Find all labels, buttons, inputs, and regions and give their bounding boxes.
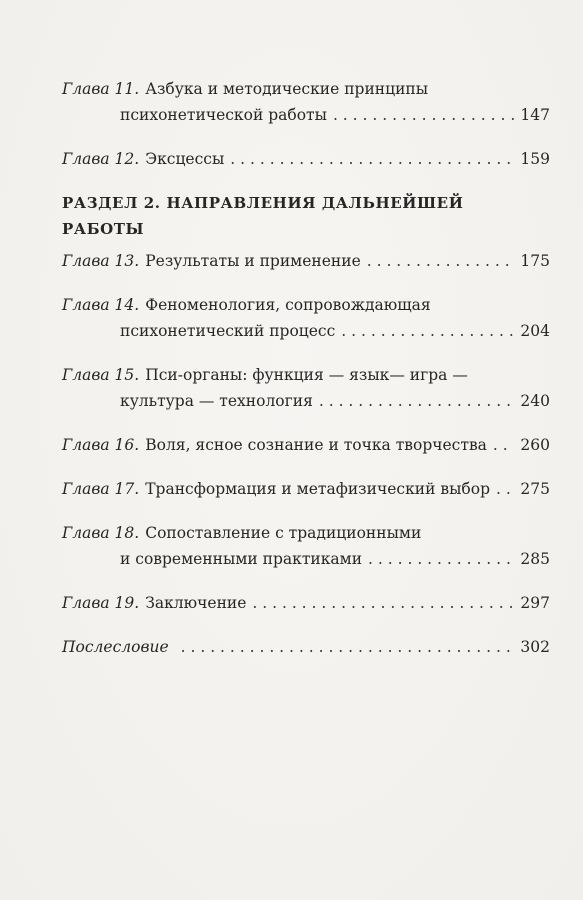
toc-entry-chapter-17 (62, 476, 550, 502)
chapter-title-continued: культура — технология (120, 392, 313, 410)
toc-entry-line (62, 388, 550, 414)
toc-entry-line (62, 76, 550, 102)
dot-leader (368, 546, 514, 572)
toc-entry-line (62, 520, 550, 546)
chapter-title: Азбука и методические принципы (145, 80, 429, 98)
chapter-title-continued: психонетический процесс (120, 322, 336, 340)
chapter-label: Глава 19. (62, 594, 140, 612)
page-number: 240 (520, 392, 550, 410)
table-of-contents (62, 76, 550, 678)
page-number: 260 (520, 436, 550, 454)
chapter-title-continued: психонетической работы (120, 106, 327, 124)
toc-entry-chapter-19 (62, 590, 550, 616)
toc-entry-afterword (62, 634, 550, 660)
toc-entry-chapter-11 (62, 76, 550, 128)
chapter-title: Пси-органы: функция — язык— игра — (145, 366, 468, 384)
dot-leader (341, 318, 514, 344)
chapter-label: Глава 15. (62, 366, 140, 384)
chapter-title: Воля, ясное сознание и точка творчества (145, 436, 487, 454)
page-number: 159 (520, 150, 550, 168)
toc-entry-line (62, 102, 550, 128)
dot-leader (181, 634, 515, 660)
chapter-label: Глава 13. (62, 252, 140, 270)
dot-leader (319, 388, 515, 414)
toc-entry-chapter-16 (62, 432, 550, 458)
toc-entry-line (62, 146, 550, 172)
chapter-title: Эксцессы (145, 150, 225, 168)
toc-entry-line (62, 546, 550, 572)
chapter-label: Глава 11. (62, 80, 140, 98)
dot-leader (230, 146, 514, 172)
chapter-label: Глава 17. (62, 480, 140, 498)
toc-entry-line (62, 476, 550, 502)
dot-leader (367, 248, 515, 274)
chapter-title-continued: и современными практиками (120, 550, 363, 568)
toc-entry-line (62, 432, 550, 458)
chapter-title: Заключение (145, 594, 247, 612)
toc-entry-line (62, 318, 550, 344)
chapter-title: Результаты и применение (145, 252, 361, 270)
toc-entry-chapter-18 (62, 520, 550, 572)
section-heading: РАЗДЕЛ 2. НАПРАВЛЕНИЯ ДАЛЬНЕЙШЕЙ РАБОТЫ (62, 194, 464, 238)
chapter-label: Глава 18. (62, 524, 140, 542)
chapter-title: Трансформация и метафизический выбор (145, 480, 490, 498)
toc-entry-line (62, 590, 550, 616)
toc-entry-line (62, 292, 550, 318)
dot-leader (252, 590, 514, 616)
chapter-label: Глава 16. (62, 436, 140, 454)
toc-entry-chapter-13 (62, 248, 550, 274)
dot-leader (496, 476, 514, 502)
dot-leader (493, 432, 514, 458)
toc-entry-chapter-14 (62, 292, 550, 344)
page-number: 147 (520, 106, 550, 124)
chapter-label: Глава 12. (62, 150, 140, 168)
toc-entry-chapter-12 (62, 146, 550, 172)
toc-entry-line (62, 248, 550, 274)
page-number: 204 (520, 322, 550, 340)
toc-entry-chapter-15 (62, 362, 550, 414)
page-number: 302 (520, 638, 550, 656)
chapter-label: Глава 14. (62, 296, 140, 314)
toc-entry-line (62, 634, 550, 660)
dot-leader (333, 102, 514, 128)
page-number: 275 (520, 480, 550, 498)
page-number: 297 (520, 594, 550, 612)
toc-entry-line (62, 362, 550, 388)
chapter-title: Феноменология, сопровождающая (145, 296, 431, 314)
page-number: 175 (520, 252, 550, 270)
chapter-title: Сопоставление с традиционными (145, 524, 422, 542)
page-number: 285 (520, 550, 550, 568)
afterword-label: Послесловие (62, 638, 169, 656)
